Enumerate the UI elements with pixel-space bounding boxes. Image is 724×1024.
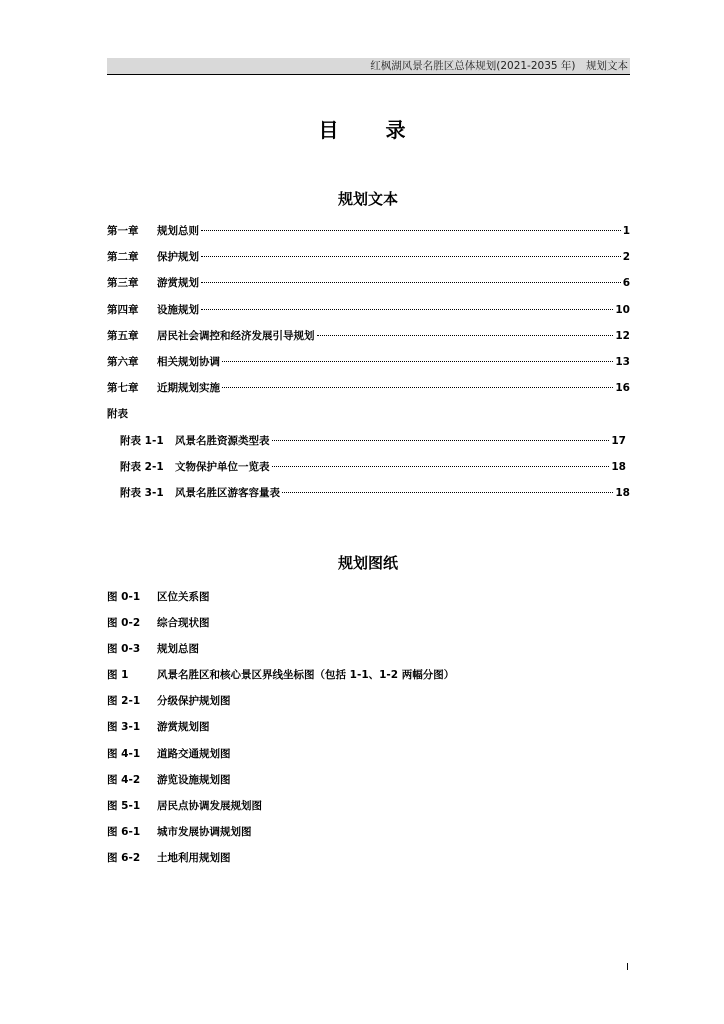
toc-entry-number: 附表 3-1 <box>120 487 164 499</box>
toc-entry-title: 规划总则 <box>157 225 199 237</box>
toc-entry[interactable] <box>107 302 630 318</box>
figure-entry[interactable] <box>107 746 231 762</box>
figure-title: 综合现状图 <box>157 617 210 629</box>
toc-entry[interactable] <box>107 275 630 291</box>
toc-dot-leader <box>201 309 613 310</box>
section-heading-text: 规划文本 <box>337 190 398 208</box>
toc-entry-title: 相关规划协调 <box>157 356 220 368</box>
toc-entry-number: 第一章 <box>107 225 139 237</box>
figure-title: 风景名胜区和核心景区界线坐标图（包括 1-1、1-2 两幅分图） <box>157 669 455 681</box>
figure-number: 图 0-3 <box>107 643 141 655</box>
figure-title: 土地利用规划图 <box>157 852 231 864</box>
figure-entry[interactable] <box>107 667 454 683</box>
toc-entry[interactable] <box>107 223 630 239</box>
toc-dot-leader <box>222 361 613 362</box>
toc-entry[interactable] <box>107 380 630 396</box>
figure-number: 图 0-2 <box>107 617 141 629</box>
toc-entry[interactable] <box>107 328 630 344</box>
toc-dot-leader <box>317 335 614 336</box>
toc-entry-page: 18 <box>615 487 630 499</box>
page-number: I <box>626 962 629 973</box>
toc-entry-number: 第三章 <box>107 277 139 289</box>
toc-entry-page: 13 <box>615 356 630 368</box>
toc-appendix-entry[interactable] <box>120 459 626 475</box>
toc-appendix-entry[interactable] <box>120 433 626 449</box>
toc-dot-leader <box>201 256 621 257</box>
toc-entry-page: 17 <box>611 435 626 447</box>
toc-entry-title: 保护规划 <box>157 251 199 263</box>
toc-entry-title: 游赏规划 <box>157 277 199 289</box>
toc-dot-leader <box>201 282 621 283</box>
page-header <box>107 58 630 75</box>
figure-entry[interactable] <box>107 719 210 735</box>
toc-entry-page: 1 <box>622 225 630 237</box>
header-text: 红枫湖风景名胜区总体规划(2021-2035 年) 规划文本 <box>370 60 628 72</box>
toc-dot-leader <box>201 230 621 231</box>
toc-entry-title: 风景名胜资源类型表 <box>175 435 270 447</box>
toc-entry-title: 风景名胜区游客容量表 <box>175 487 280 499</box>
appendix-label: 附表 <box>107 408 128 420</box>
toc-entry-number: 第四章 <box>107 304 139 316</box>
figure-entry[interactable] <box>107 589 210 605</box>
figure-number: 图 4-1 <box>107 748 141 760</box>
toc-dot-leader <box>272 440 610 441</box>
figure-number: 图 6-1 <box>107 826 141 838</box>
figure-number: 图 5-1 <box>107 800 141 812</box>
figure-entry[interactable] <box>107 772 231 788</box>
figure-entry[interactable] <box>107 693 231 709</box>
toc-entry-page: 18 <box>611 461 626 473</box>
figure-number: 图 6-2 <box>107 852 141 864</box>
figure-title: 分级保护规划图 <box>157 695 231 707</box>
figure-number: 图 4-2 <box>107 774 141 786</box>
toc-entry-number: 第五章 <box>107 330 139 342</box>
toc-entry-title: 近期规划实施 <box>157 382 220 394</box>
toc-entry-title: 居民社会调控和经济发展引导规划 <box>157 330 315 342</box>
section-heading-figures: 规划图纸 <box>337 554 398 572</box>
toc-entry-number: 第二章 <box>107 251 139 263</box>
toc-entry-number: 第七章 <box>107 382 139 394</box>
toc-dot-leader <box>272 466 610 467</box>
toc-entry-page: 6 <box>622 277 630 289</box>
toc-entry-page: 10 <box>615 304 630 316</box>
toc-entry-number: 附表 1-1 <box>120 435 164 447</box>
figure-title: 游赏规划图 <box>157 721 210 733</box>
toc-dot-leader <box>282 492 613 493</box>
figure-number: 图 3-1 <box>107 721 141 733</box>
toc-entry-title: 文物保护单位一览表 <box>175 461 270 473</box>
figure-title: 城市发展协调规划图 <box>157 826 252 838</box>
figure-entry[interactable] <box>107 850 231 866</box>
figure-entry[interactable] <box>107 824 252 840</box>
toc-entry[interactable] <box>107 354 630 370</box>
toc-entry-number: 附表 2-1 <box>120 461 164 473</box>
toc-entry-number: 第六章 <box>107 356 139 368</box>
figure-number: 图 1 <box>107 669 129 681</box>
figure-title: 区位关系图 <box>157 591 210 603</box>
toc-entry-page: 2 <box>622 251 630 263</box>
figure-title: 道路交通规划图 <box>157 748 231 760</box>
figure-entry[interactable] <box>107 798 262 814</box>
figure-title: 居民点协调发展规划图 <box>157 800 262 812</box>
figure-entry[interactable] <box>107 641 199 657</box>
toc-entry-page: 12 <box>615 330 630 342</box>
toc-entry-title: 设施规划 <box>157 304 199 316</box>
toc-dot-leader <box>222 387 613 388</box>
toc-entry-page: 16 <box>615 382 630 394</box>
toc-entry[interactable] <box>107 249 630 265</box>
figure-entry[interactable] <box>107 615 210 631</box>
page-title: 目 录 <box>318 118 426 142</box>
figure-title: 规划总图 <box>157 643 199 655</box>
figure-title: 游览设施规划图 <box>157 774 231 786</box>
toc-appendix-entry[interactable] <box>120 485 630 501</box>
figure-number: 图 2-1 <box>107 695 141 707</box>
figure-number: 图 0-1 <box>107 591 141 603</box>
